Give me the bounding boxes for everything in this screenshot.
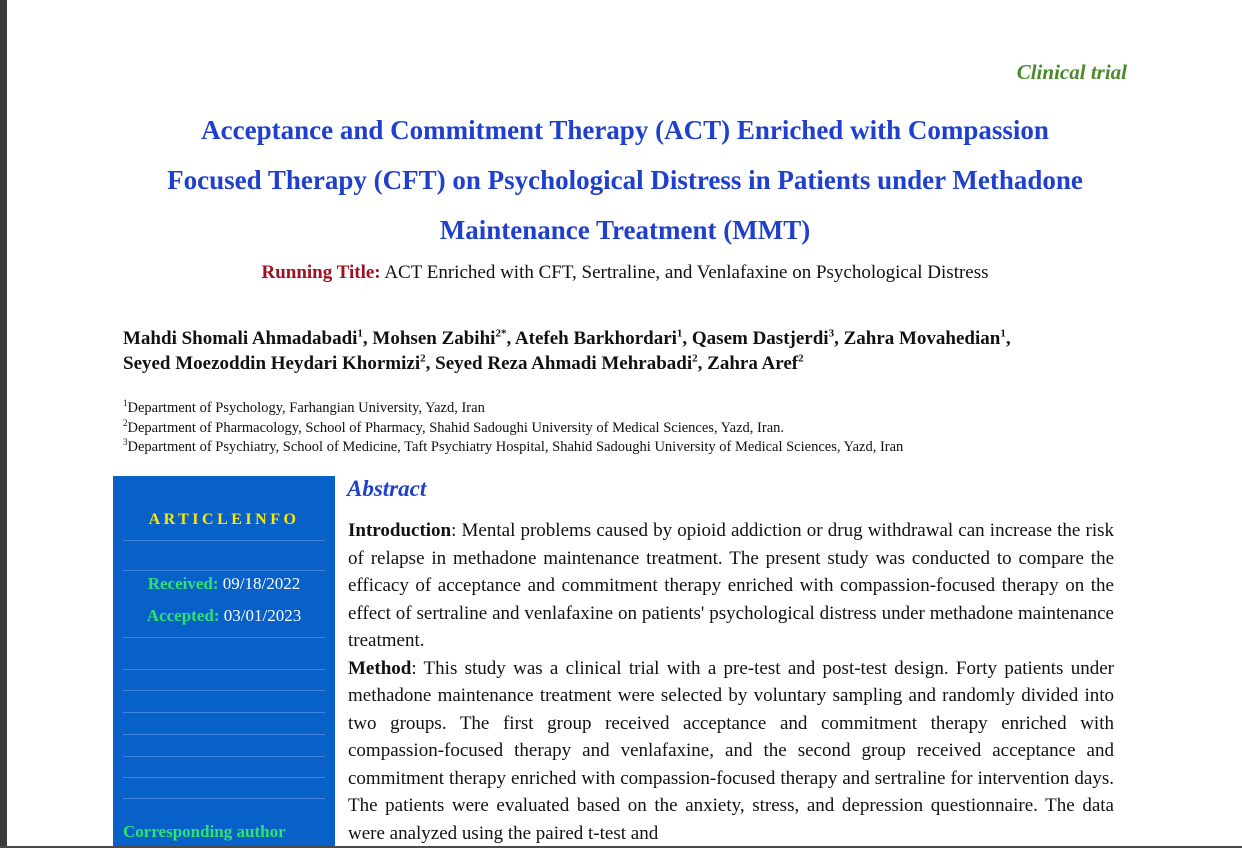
accepted-label: Accepted:: [146, 606, 220, 625]
running-title: [110, 262, 1140, 284]
accepted-date: [113, 606, 335, 626]
divider: [123, 712, 325, 713]
author-name: Mahdi Shomali Ahmadabadi: [123, 328, 358, 349]
author-list: [123, 326, 1123, 376]
abstract-heading: Abstract: [347, 476, 427, 501]
method-label: Method: [348, 657, 412, 679]
author-separator: ,: [506, 328, 515, 349]
corresponding-author-label: Corresponding author: [123, 822, 286, 841]
article-info-panel: [113, 476, 335, 848]
affiliation-text: Department of Pharmacology, School of Pharmacy, Shahid Sadoughi University of Medical Sciences, Yazd, Iran.: [127, 419, 785, 436]
abstract-introduction: [348, 517, 1114, 655]
received-value: 09/18/2022: [222, 574, 301, 593]
author-affiliation-mark: 2*: [495, 327, 507, 340]
page-left-edge: [0, 0, 7, 848]
divider: [123, 777, 325, 778]
author-name: Qasem Dastjerdi: [691, 328, 829, 349]
article-category: Clinical trial: [1016, 60, 1127, 84]
author-separator: ,: [425, 353, 436, 374]
author-separator: ,: [697, 353, 708, 374]
received-label: Received:: [147, 574, 219, 593]
author-name: Atefeh Barkhordari: [514, 328, 677, 349]
author-affiliation-mark: 2: [692, 352, 698, 365]
affiliation-mark: 1: [123, 398, 128, 409]
method-text: : This study was a clinical trial with a pre-test and post-test design. Forty patients under methadone maintenance treatment were selected by voluntary sampling and randomly divided into two groups. The first group received acceptance and commitment therapy enriched with compassion-focused therapy and venlafaxine, and the second group received acceptance and commitment therapy enriched with compassion-focused therapy and sertraline for intervention days. The patients were evaluated based on the anxiety, stress, and depression questionnaire. The data were analyzed using the paired t-test and: [348, 657, 1114, 844]
divider: [123, 798, 325, 799]
introduction-label: Introduction: [348, 520, 452, 541]
author-separator: ,: [362, 328, 373, 349]
affiliation: [123, 438, 1123, 458]
divider: [123, 669, 325, 670]
title-line: Focused Therapy (CFT) on Psychological Distress in Patients under Methadone: [167, 165, 1083, 195]
affiliation: [123, 419, 1123, 439]
divider: [123, 637, 325, 638]
abstract-method: [348, 655, 1114, 848]
divider: [123, 540, 325, 541]
received-date: [113, 574, 335, 594]
author-name: Seyed Moezoddin Heydari Khormizi: [123, 353, 421, 374]
author-separator: ,: [682, 328, 692, 349]
divider: [123, 734, 325, 735]
running-title-label: Running Title:: [261, 262, 381, 283]
affiliation-text: Department of Psychology, Farhangian University, Yazd, Iran: [127, 400, 485, 416]
author-line: [123, 326, 1123, 351]
divider: [123, 756, 325, 757]
author-affiliation-mark: 2: [420, 352, 426, 365]
title-line: Maintenance Treatment (MMT): [439, 215, 811, 245]
author-affiliation-mark: 1: [1000, 327, 1006, 340]
author-affiliation-mark: 3: [828, 327, 835, 340]
abstract-body: [348, 517, 1114, 847]
title-line: Acceptance and Commitment Therapy (ACT) Enriched with Compassion: [201, 115, 1049, 145]
author-separator: ,: [1005, 328, 1011, 349]
affiliation-mark: 3: [123, 437, 128, 448]
article-title: [110, 105, 1140, 255]
divider: [123, 690, 325, 691]
affiliation-mark: 2: [123, 417, 128, 428]
running-title-text: ACT Enriched with CFT, Sertraline, and Venlafaxine on Psychological Distress: [384, 262, 989, 283]
article-info-heading: ARTICLEINFO: [148, 511, 300, 528]
author-line: [123, 351, 1123, 376]
author-name: Seyed Reza Ahmadi Mehrabadi: [435, 353, 693, 374]
author-name: Zahra Aref: [707, 353, 799, 374]
author-affiliation-mark: 2: [798, 352, 804, 365]
affiliation-text: Department of Psychiatry, School of Medicine, Taft Psychiatry Hospital, Shahid Sadoughi University of Medical Sciences, Yazd, Iran: [127, 439, 904, 455]
introduction-text: : Mental problems caused by opioid addiction or drug withdrawal can increase the risk of relapse in methadone maintenance treatment. The present study was conducted to compare the efficacy of acceptance and commitment therapy enriched with compassion-focused therapy on the effect of sertraline and venlafaxine on patients' psychological distress under methadone maintenance treatment.: [348, 520, 1114, 651]
accepted-value: 03/01/2023: [223, 606, 302, 625]
author-name: Zahra Movahedian: [843, 328, 1001, 349]
affiliation-list: [123, 399, 1123, 458]
author-separator: ,: [834, 328, 844, 349]
affiliation: [123, 399, 1123, 419]
author-affiliation-mark: 1: [676, 327, 683, 340]
author-affiliation-mark: 1: [357, 327, 363, 340]
divider: [123, 570, 325, 571]
author-name: Mohsen Zabihi: [372, 328, 496, 349]
